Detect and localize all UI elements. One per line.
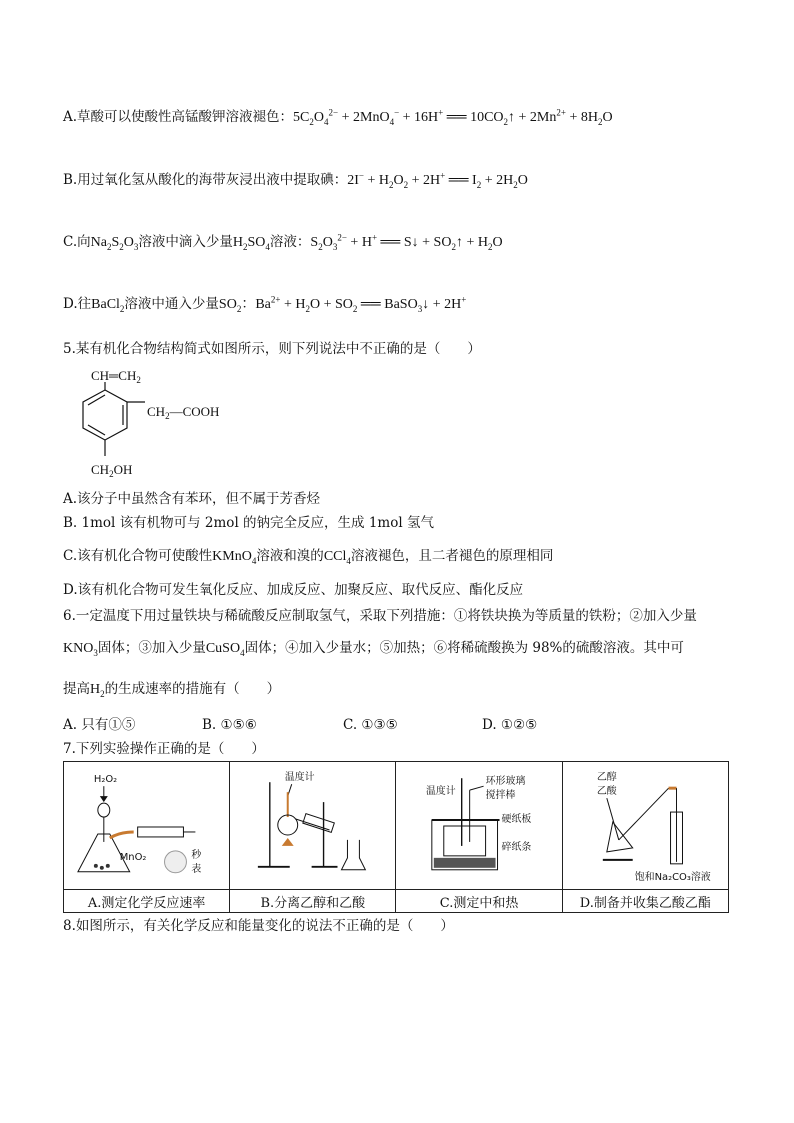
q4-option-d: D.往BaCl$_2$溶液中通入少量$SO_2$：$Ba^{2+} + H_2O + SO_2$ ══ BaSO$_3$↓ + 2H+	[63, 294, 467, 314]
apparatus-a	[64, 762, 230, 890]
q4-d-equation: $SO_2$：$Ba^{2+} + H_2O + SO_2$ ══ BaSO$_3$↓ + 2H+	[218, 294, 467, 314]
q5-option-a: A.该分子中虽然含有苯环，但不属于芳香烃	[63, 491, 321, 507]
q6-option-a: A. 只有①⑤	[63, 717, 136, 733]
svg-text:CH═CH2: $CH═CH_2$	[91, 368, 141, 385]
distillation-apparatus	[230, 762, 395, 889]
svg-text:乙酸: 乙酸	[596, 786, 617, 798]
q4-a-equation: $5C_2O_4^{2-} + 2MnO_4^- + 16H^+$ ══ $10CO_2↑ + 2Mn^{2+} + 8H_2O$	[293, 107, 613, 127]
svg-text:硬纸板: 硬纸板	[501, 814, 532, 826]
q5-option-b: B. 1mol 该有机物可与 2mol 的钠完全反应，生成 1mol 氢气	[63, 515, 434, 531]
q7-stem: 7.下列实验操作正确的是（ ）	[63, 741, 265, 757]
q4-b-equation: $2I^- + H_2O_2 + 2H^+$ ══ $I_2 + 2H_2O$	[347, 170, 528, 190]
caption-a: A.测定化学反应速率	[64, 890, 230, 913]
svg-text:饱和Na₂CO₃溶液: 饱和Na₂CO₃溶液	[634, 871, 711, 883]
q6-option-b: B. ①⑤⑥	[202, 717, 257, 733]
q4-c-equation: $S_2O_3^{2-} + H^+$ ══ S↓ + $SO_2↑ + H_2O$	[310, 232, 503, 252]
q5-option-d: D.该有机化合物可发生氧化反应、加成反应、加聚反应、取代反应、酯化反应	[63, 582, 524, 598]
q7-apparatus-table	[63, 761, 729, 913]
q6-option-d: D. ①②⑤	[482, 717, 538, 733]
apparatus-b	[230, 762, 396, 890]
svg-text:CH2—COOH: $CH_2—COOH$	[147, 404, 220, 421]
svg-text:温度计: 温度计	[284, 772, 315, 784]
q6-stem-line1: 6.一定温度下用过量铁块与稀硫酸反应制取氢气，采取下列措施：①将铁块换为等质量的铁粉；②加入少量	[63, 608, 697, 624]
svg-text:温度计: 温度计	[426, 786, 457, 798]
caption-d: D.制备并收集乙酸乙酯	[562, 890, 728, 913]
caption-b: B.分离乙醇和乙酸	[230, 890, 396, 913]
svg-text:环形玻璃: 环形玻璃	[486, 776, 526, 788]
svg-text:H₂O₂: H₂O₂	[93, 774, 118, 786]
calorimeter-apparatus	[396, 762, 561, 889]
svg-text:表: 表	[191, 863, 202, 875]
svg-text:搅拌棒: 搅拌棒	[486, 790, 516, 802]
rate-measurement-apparatus	[64, 762, 229, 889]
q4-option-c: C.向$Na_2S_2O_3$溶液中滴入少量$H_2SO_4$溶液：$S_2O_3^{2-} + H^+$ ══ S↓ + $SO_2↑ + H_2O$	[63, 232, 503, 252]
q8-stem: 8.如图所示，有关化学反应和能量变化的说法不正确的是（ ）	[63, 918, 454, 934]
q5-stem: 5.某有机化合物结构简式如图所示，则下列说法中不正确的是（ ）	[63, 341, 481, 357]
structural-formula	[63, 360, 263, 486]
q4-option-a: A.草酸可以使酸性高锰酸钾溶液褪色：$5C_2O_4^{2-} + 2MnO_4^- + 16H^+$ ══ $10CO_2↑ + 2Mn^{2+} + 8H_2O$	[63, 107, 613, 127]
q6-option-c: C. ①③⑤	[343, 717, 398, 733]
apparatus-c	[396, 762, 562, 890]
svg-text:CH2OH: $CH_2OH$	[91, 462, 133, 479]
q5-option-c: C.该有机化合物可使酸性KMnO$_4$溶液和溴的CCl$_4$溶液褪色，且二者褪色的原理相同	[63, 548, 554, 566]
ester-preparation-apparatus	[563, 762, 728, 889]
caption-c: C.测定中和热	[396, 890, 562, 913]
svg-text:碎纸条: 碎纸条	[501, 841, 532, 853]
apparatus-d	[562, 762, 728, 890]
q4-option-b: B.用过氧化氢从酸化的海带灰浸出液中提取碘：$2I^- + H_2O_2 + 2H^+$ ══ $I_2 + 2H_2O$	[63, 170, 528, 190]
q6-stem-line3: 提高$H_2$的生成速率的措施有（ ）	[63, 681, 281, 699]
q6-stem-line2: $KNO_3$固体；③加入少量CuSO$_4$固体；④加入少量水；⑤加热；⑥将稀硫酸换为 98%的硫酸溶液。其中可	[63, 640, 684, 658]
svg-text:MnO₂: MnO₂	[119, 851, 147, 863]
svg-text:乙醇: 乙醇	[596, 772, 617, 784]
svg-text:秒: 秒	[191, 849, 202, 861]
